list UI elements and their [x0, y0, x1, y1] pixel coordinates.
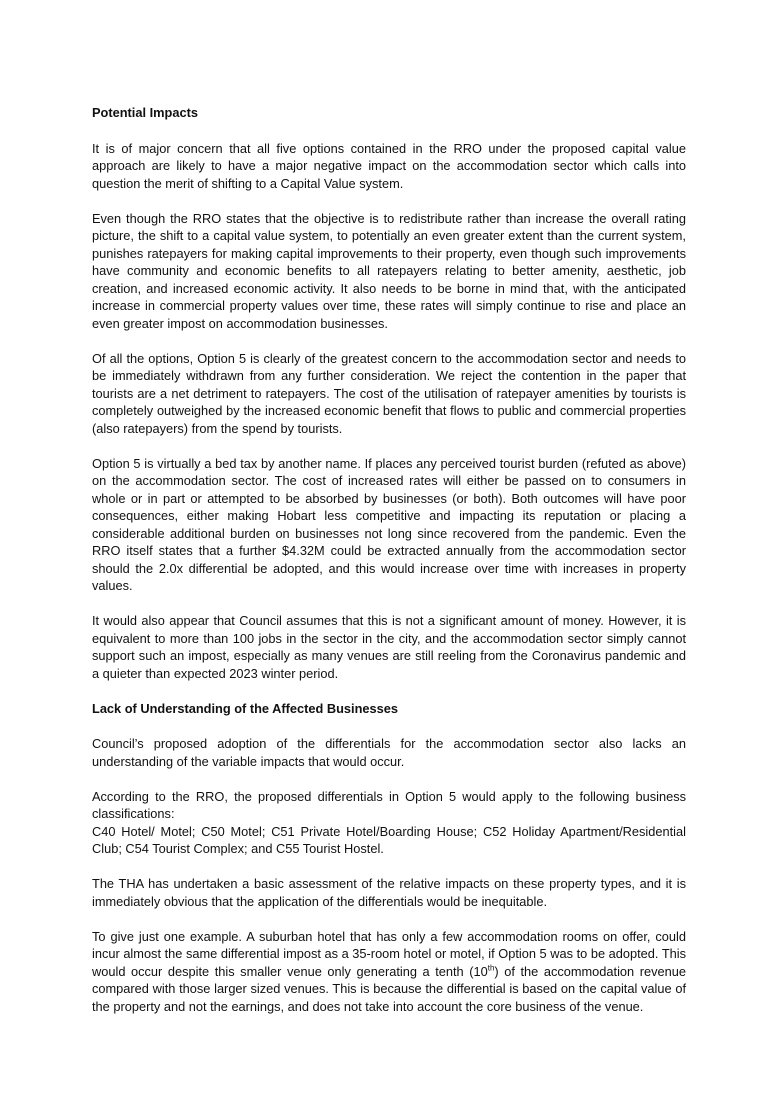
classification-list: C40 Hotel/ Motel; C50 Motel; C51 Private Hotel/Boarding House; C52 Holiday Apartment/Residential Club; C54 Tourist Complex; and C55 Tourist Hostel. [92, 823, 686, 856]
paragraph-example [92, 928, 686, 1016]
example-text-start: To give just one example. A suburban hotel that has only a few accommodation rooms on offer, could incur almost the same differential impost as a 35-room hotel or motel, if Option 5 was to be adopted. This would occur despite this smaller venue only generating a tenth (10 [92, 928, 686, 979]
section-heading-lack-of-understanding: Lack of Understanding of the Affected Businesses [92, 700, 398, 716]
superscript-th: th [487, 963, 495, 973]
paragraph: Option 5 is virtually a bed tax by another name. If places any perceived tourist burden (refuted as above) on the accommodation sector. The cost of increased rates will either be passed on to consumers in whole or in part or attempted to be absorbed by businesses (or both). Both outcomes will have poor consequences, either making Hobart less competitive and impacting its reputation or placing a considerable additional burden on businesses not long since recovered from the pandemic. Even the RRO itself states that a further $4.32M could be extracted annually from the accommodation sector should the 2.0x differential be adopted, and this would increase over time with increases in property values. [92, 455, 686, 593]
paragraph: Council’s proposed adoption of the differentials for the accommodation sector also lacks an understanding of the variable impacts that would occur. [92, 736, 686, 769]
paragraph: The THA has undertaken a basic assessment of the relative impacts on these property types, and it is immediately obvious that the application of the differentials would be inequitable. [92, 876, 686, 909]
example-text-end: ) of the accommodation revenue compared with those larger sized venues. This is because the differential is based on the capital value of the property and not the earnings, and does not take into account the core business of the venue. [92, 963, 686, 1014]
paragraph: Even though the RRO states that the objective is to redistribute rather than increase the overall rating picture, the shift to a capital value system, to potentially an even greater extent than the current system, punishes ratepayers for making capital improvements to their property, even though such improvements have community and economic benefits to all ratepayers relating to better amenity, aesthetic, job creation, and increased economic activity. It also needs to be borne in mind that, with the anticipated increase in commercial property values over time, these rates will simply continue to rise and place an even greater impost on accommodation businesses. [92, 210, 686, 331]
paragraph: It is of major concern that all five options contained in the RRO under the proposed capital value approach are likely to have a major negative impact on the accommodation sector which calls into question the merit of shifting to a Capital Value system. [92, 140, 686, 191]
section-heading-potential-impacts: Potential Impacts [92, 105, 198, 120]
paragraph: It would also appear that Council assumes that this is not a significant amount of money. However, it is equivalent to more than 100 jobs in the sector in the city, and the accommodation sector simply cannot support such an impost, especially as many venues are still reeling from the Coronavirus pandemic and a quieter than expected 2023 winter period. [92, 613, 686, 681]
paragraph: Of all the options, Option 5 is clearly of the greatest concern to the accommodation sector and needs to be immediately withdrawn from any further consideration. We reject the contention in the paper that tourists are a net detriment to ratepayers. The cost of the utilisation of ratepayer amenities by tourists is completely outweighed by the increased economic benefit that flows to public and commercial properties (also ratepayers) from the spend by tourists. [92, 350, 686, 436]
paragraph: According to the RRO, the proposed differentials in Option 5 would apply to the following business classifications: [92, 788, 686, 821]
